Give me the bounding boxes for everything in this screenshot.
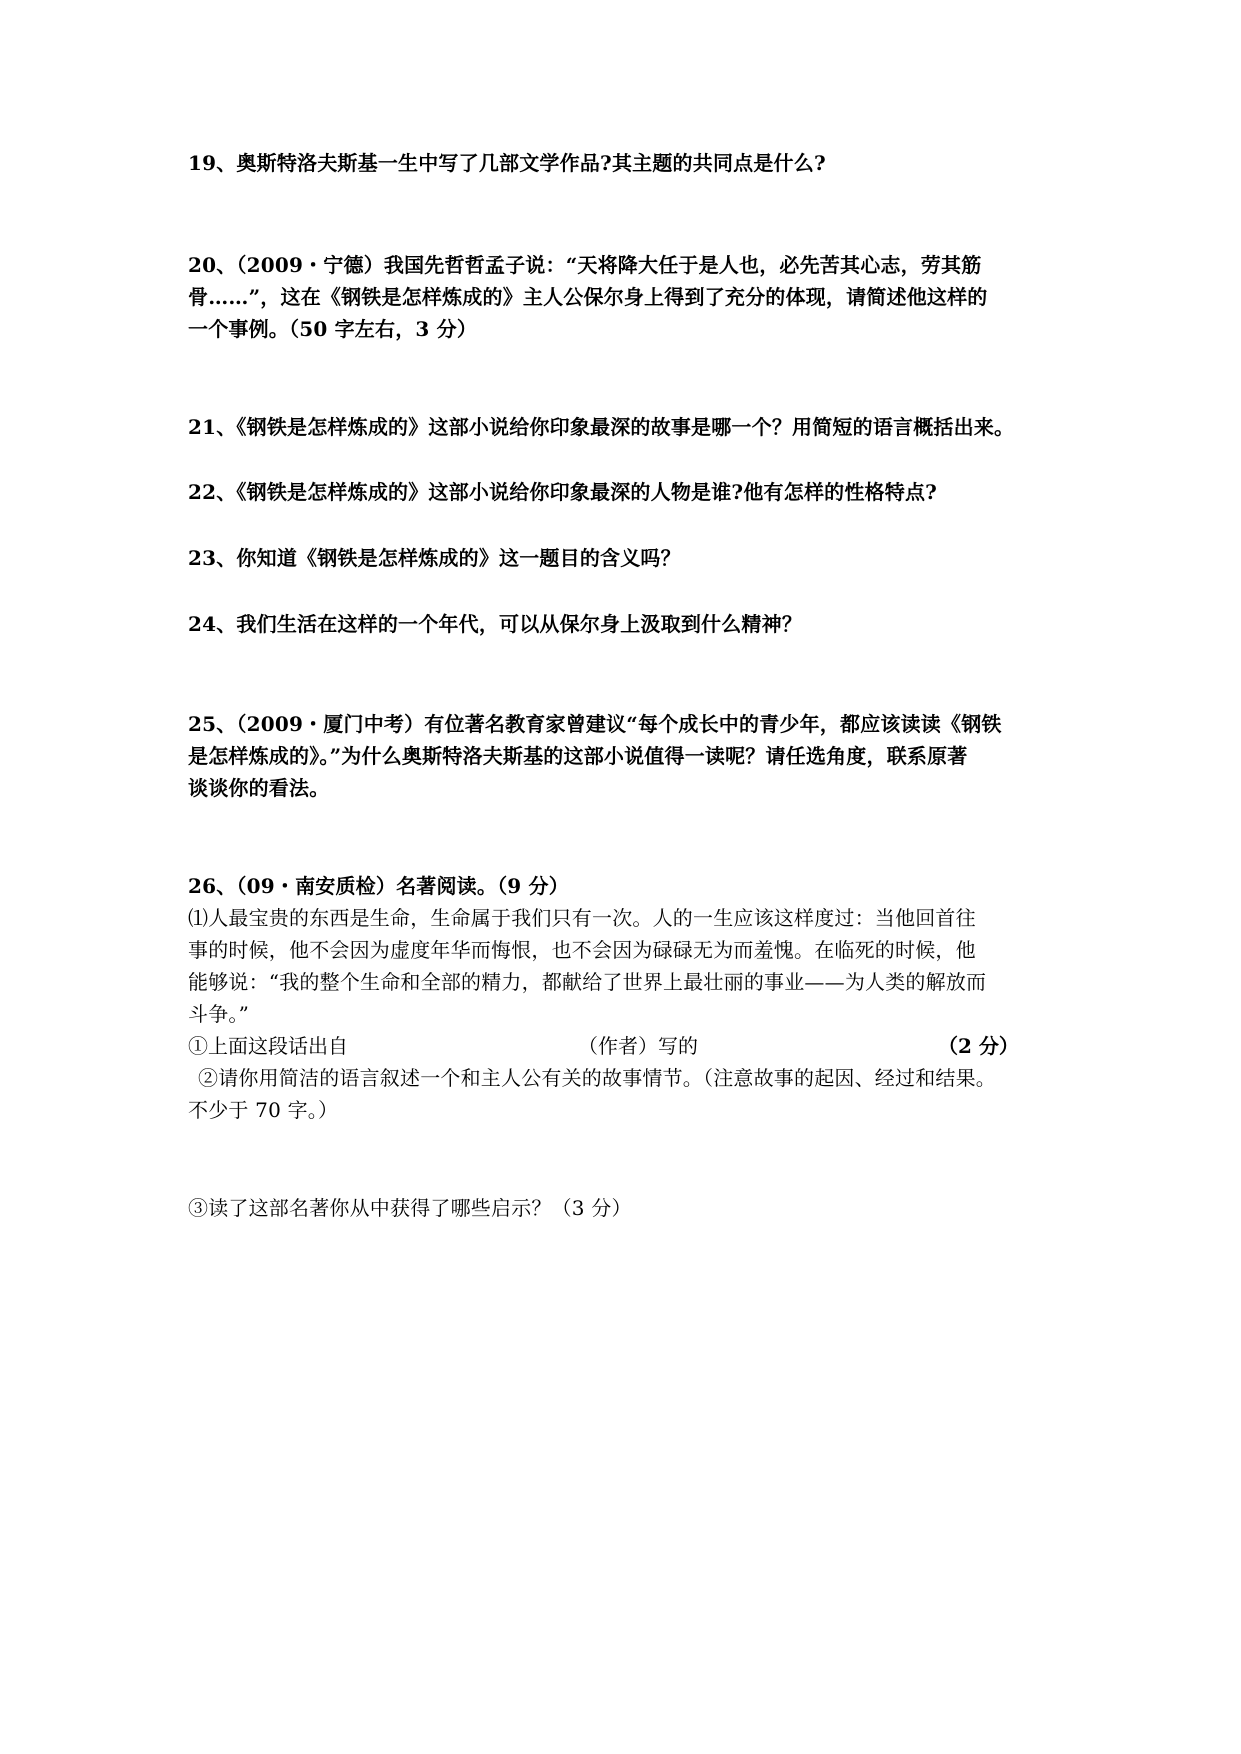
question-26-sub2-line-2: 不少于 70 字。）	[188, 1098, 339, 1122]
question-25-line-1: 25、（2009・厦门中考）有位著名教育家曾建议“每个成长中的青少年，都应该读读《钢铁	[188, 712, 1002, 736]
question-26-title: 26、（09・南安质检）名著阅读。（9 分）	[188, 874, 569, 898]
question-26-passage-line-4: 斗争。”	[188, 1002, 250, 1026]
question-25-line-2: 是怎样炼成的》。”为什么奥斯特洛夫斯基的这部小说值得一读呢？请任选角度，联系原著	[188, 744, 968, 768]
question-20-line-1: 20、（2009・宁德）我国先哲哲孟子说：“天将降大任于是人也，必先苦其心志，劳其筋	[188, 253, 982, 277]
question-26-sub2-line-1: ②请你用简洁的语言叙述一个和主人公有关的故事情节。（注意故事的起因、经过和结果。	[198, 1066, 996, 1090]
question-21: 21、《钢铁是怎样炼成的》这部小说给你印象最深的故事是哪一个？用简短的语言概括出来。	[188, 415, 1015, 439]
question-25-line-3: 谈谈你的看法。	[188, 776, 330, 800]
question-26-sub1-author: （作者）写的	[578, 1034, 698, 1058]
question-26-passage-line-1: ⑴人最宝贵的东西是生命，生命属于我们只有一次。人的一生应该这样度过：当他回首往	[188, 906, 976, 930]
question-26-passage-line-3: 能够说：“我的整个生命和全部的精力，都献给了世界上最壮丽的事业——为人类的解放而	[188, 970, 987, 994]
question-22: 22、《钢铁是怎样炼成的》这部小说给你印象最深的人物是谁?他有怎样的性格特点?	[188, 480, 938, 504]
question-20-line-2: 骨……”，这在《钢铁是怎样炼成的》主人公保尔身上得到了充分的体现，请简述他这样的	[188, 285, 988, 309]
question-19: 19、奥斯特洛夫斯基一生中写了几部文学作品?其主题的共同点是什么?	[188, 151, 826, 175]
question-26-sub3: ③读了这部名著你从中获得了哪些启示？（3 分）	[188, 1196, 632, 1220]
question-20-line-3: 一个事例。（50 字左右，3 分）	[188, 317, 478, 341]
question-26-sub1-prefix: ①上面这段话出自	[188, 1034, 348, 1058]
question-26-passage-line-2: 事的时候，他不会因为虚度年华而悔恨，也不会因为碌碌无为而羞愧。在临死的时候，他	[188, 938, 976, 962]
question-23: 23、你知道《钢铁是怎样炼成的》这一题目的含义吗？	[188, 546, 681, 570]
question-26-sub1-points: （2 分）	[938, 1034, 1019, 1058]
question-24: 24、我们生活在这样的一个年代，可以从保尔身上汲取到什么精神？	[188, 612, 803, 636]
